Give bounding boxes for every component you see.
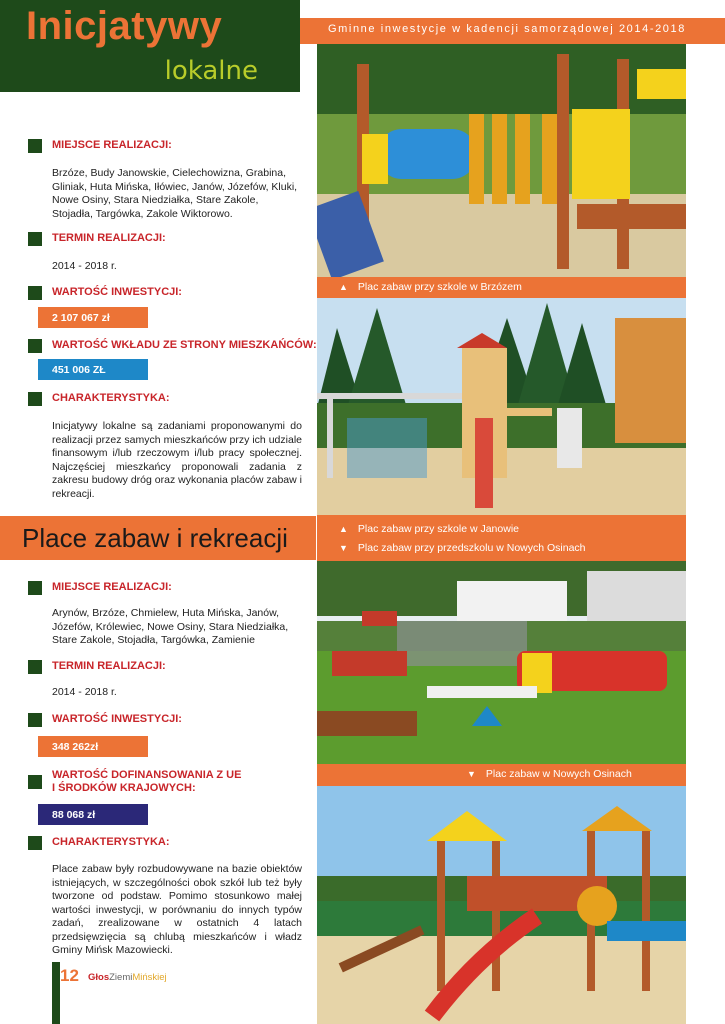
caption-bar-3 [317, 764, 686, 786]
s2-place-text: Arynów, Brzóze, Chmielew, Huta Mińska, Janów, Józefów, Królewiec, Nowe Osiny, Stara Niedziałka, Stare Zakole, Stojadła, Targówka, Zamienie [52, 607, 289, 646]
triangle-down-icon: ▼ [339, 543, 348, 553]
bullet-square-icon [28, 775, 42, 789]
s2-term-label: TERMIN REALIZACJI: [28, 660, 166, 674]
page-title: Inicjatywy [26, 4, 223, 48]
bullet-square-icon [28, 339, 42, 353]
bullet-square-icon [28, 392, 42, 406]
title-box [0, 0, 300, 92]
s2-place-label: MIEJSCE REALIZACJI: [28, 581, 172, 595]
s2-term-text: 2014 - 2018 r. [52, 686, 117, 698]
caption-3-text: Plac zabaw w Nowych Osinach [485, 768, 632, 780]
s1-char-label: CHARAKTERYSTYKA: [28, 392, 170, 406]
s2-value-label: WARTOŚĆ INWESTYCJI: [28, 713, 182, 727]
caption-2a-text: Plac zabaw przy szkole w Janowie [357, 523, 519, 535]
s1-residents-box: 451 006 ZŁ [38, 359, 148, 380]
page-subtitle: lokalne [164, 56, 258, 86]
footer-bar [52, 962, 60, 1024]
s1-value-box: 2 107 067 zł [38, 307, 148, 328]
s2-funding-label-line1: WARTOŚĆ DOFINANSOWANIA Z UE [52, 769, 242, 781]
photo-playground-nowe-osiny [317, 786, 686, 1024]
s1-value-label: WARTOŚĆ INWESTYCJI: [28, 286, 182, 300]
s2-funding-label-line2: I ŚRODKÓW KRAJOWYCH: [52, 782, 196, 794]
s2-value-box: 348 262zł [38, 736, 148, 757]
s1-char-text: Inicjatywy lokalne są zadaniami proponowanymi do realizacji przez samych mieszkańców przy ich udziale finansowym i/lub rzeczowym i/lub pracy społecznej. Najczęściej mieszkańcy proponowali zadania z zakresu budowy dróg oraz wykonania placów zabaw i rekreacji. [52, 420, 302, 500]
brand-logo: GłosZiemiMińskiej [88, 972, 167, 983]
s1-term-label: TERMIN REALIZACJI: [28, 232, 166, 246]
section2-band [0, 516, 316, 560]
s1-residents-label: WARTOŚĆ WKŁADU ZE STRONY MIESZKAŃCÓW: [28, 339, 317, 353]
photo-playground-nowe-osiny-kindergarten [317, 561, 686, 764]
s2-char-label: CHARAKTERYSTYKA: [28, 836, 170, 850]
bullet-square-icon [28, 286, 42, 300]
caption-1-text: Plac zabaw przy szkole w Brzózem [357, 281, 522, 293]
caption-2b-text: Plac zabaw przy przedszkolu w Nowych Osinach [357, 542, 586, 554]
caption-bar-1 [317, 277, 686, 298]
s1-place-label: MIEJSCE REALIZACJI: [28, 139, 172, 153]
page-number: 12 [60, 966, 79, 985]
triangle-up-icon: ▲ [339, 282, 348, 292]
s2-funding-label [28, 769, 241, 795]
s2-funding-box: 88 068 zł [38, 804, 148, 825]
header-banner [300, 18, 725, 44]
bullet-square-icon [28, 836, 42, 850]
bullet-square-icon [28, 581, 42, 595]
section2-title: Place zabaw i rekreacji [22, 523, 288, 553]
bullet-square-icon [28, 139, 42, 153]
caption-bar-2 [317, 515, 686, 561]
triangle-up-icon: ▲ [339, 524, 348, 534]
s2-char-text: Place zabaw były rozbudowywane na bazie obiektów istniejących, w szczególności obok szkół lub też były tworzone od podstaw. Pomimo stosunkowo małej wartości inwestycji, w porównaniu do innych typów zadań, zrealizowane w ostatnich 4 latach przedsięwzięcia są chlubą mieszkańców i władz Gminy Mińsk Mazowiecki. [52, 863, 302, 956]
triangle-down-icon: ▼ [467, 769, 476, 779]
photo-playground-brzoze [317, 44, 686, 277]
bullet-square-icon [28, 660, 42, 674]
bullet-square-icon [28, 713, 42, 727]
s1-place-text: Brzóze, Budy Janowskie, Cielechowizna, Grabina, Gliniak, Huta Mińska, Iłówiec, Janów, Józefów, Kluki, Nowe Osiny, Stara Niedziałka, Stare Zakole, Stojadła, Targówka, Zakole Wiktorowo. [52, 167, 298, 220]
bullet-square-icon [28, 232, 42, 246]
s1-term-text: 2014 - 2018 r. [52, 260, 117, 272]
photo-playground-janow [317, 298, 686, 515]
header-banner-text: Gminne inwestycje w kadencji samorządowej 2014-2018 [328, 23, 686, 35]
